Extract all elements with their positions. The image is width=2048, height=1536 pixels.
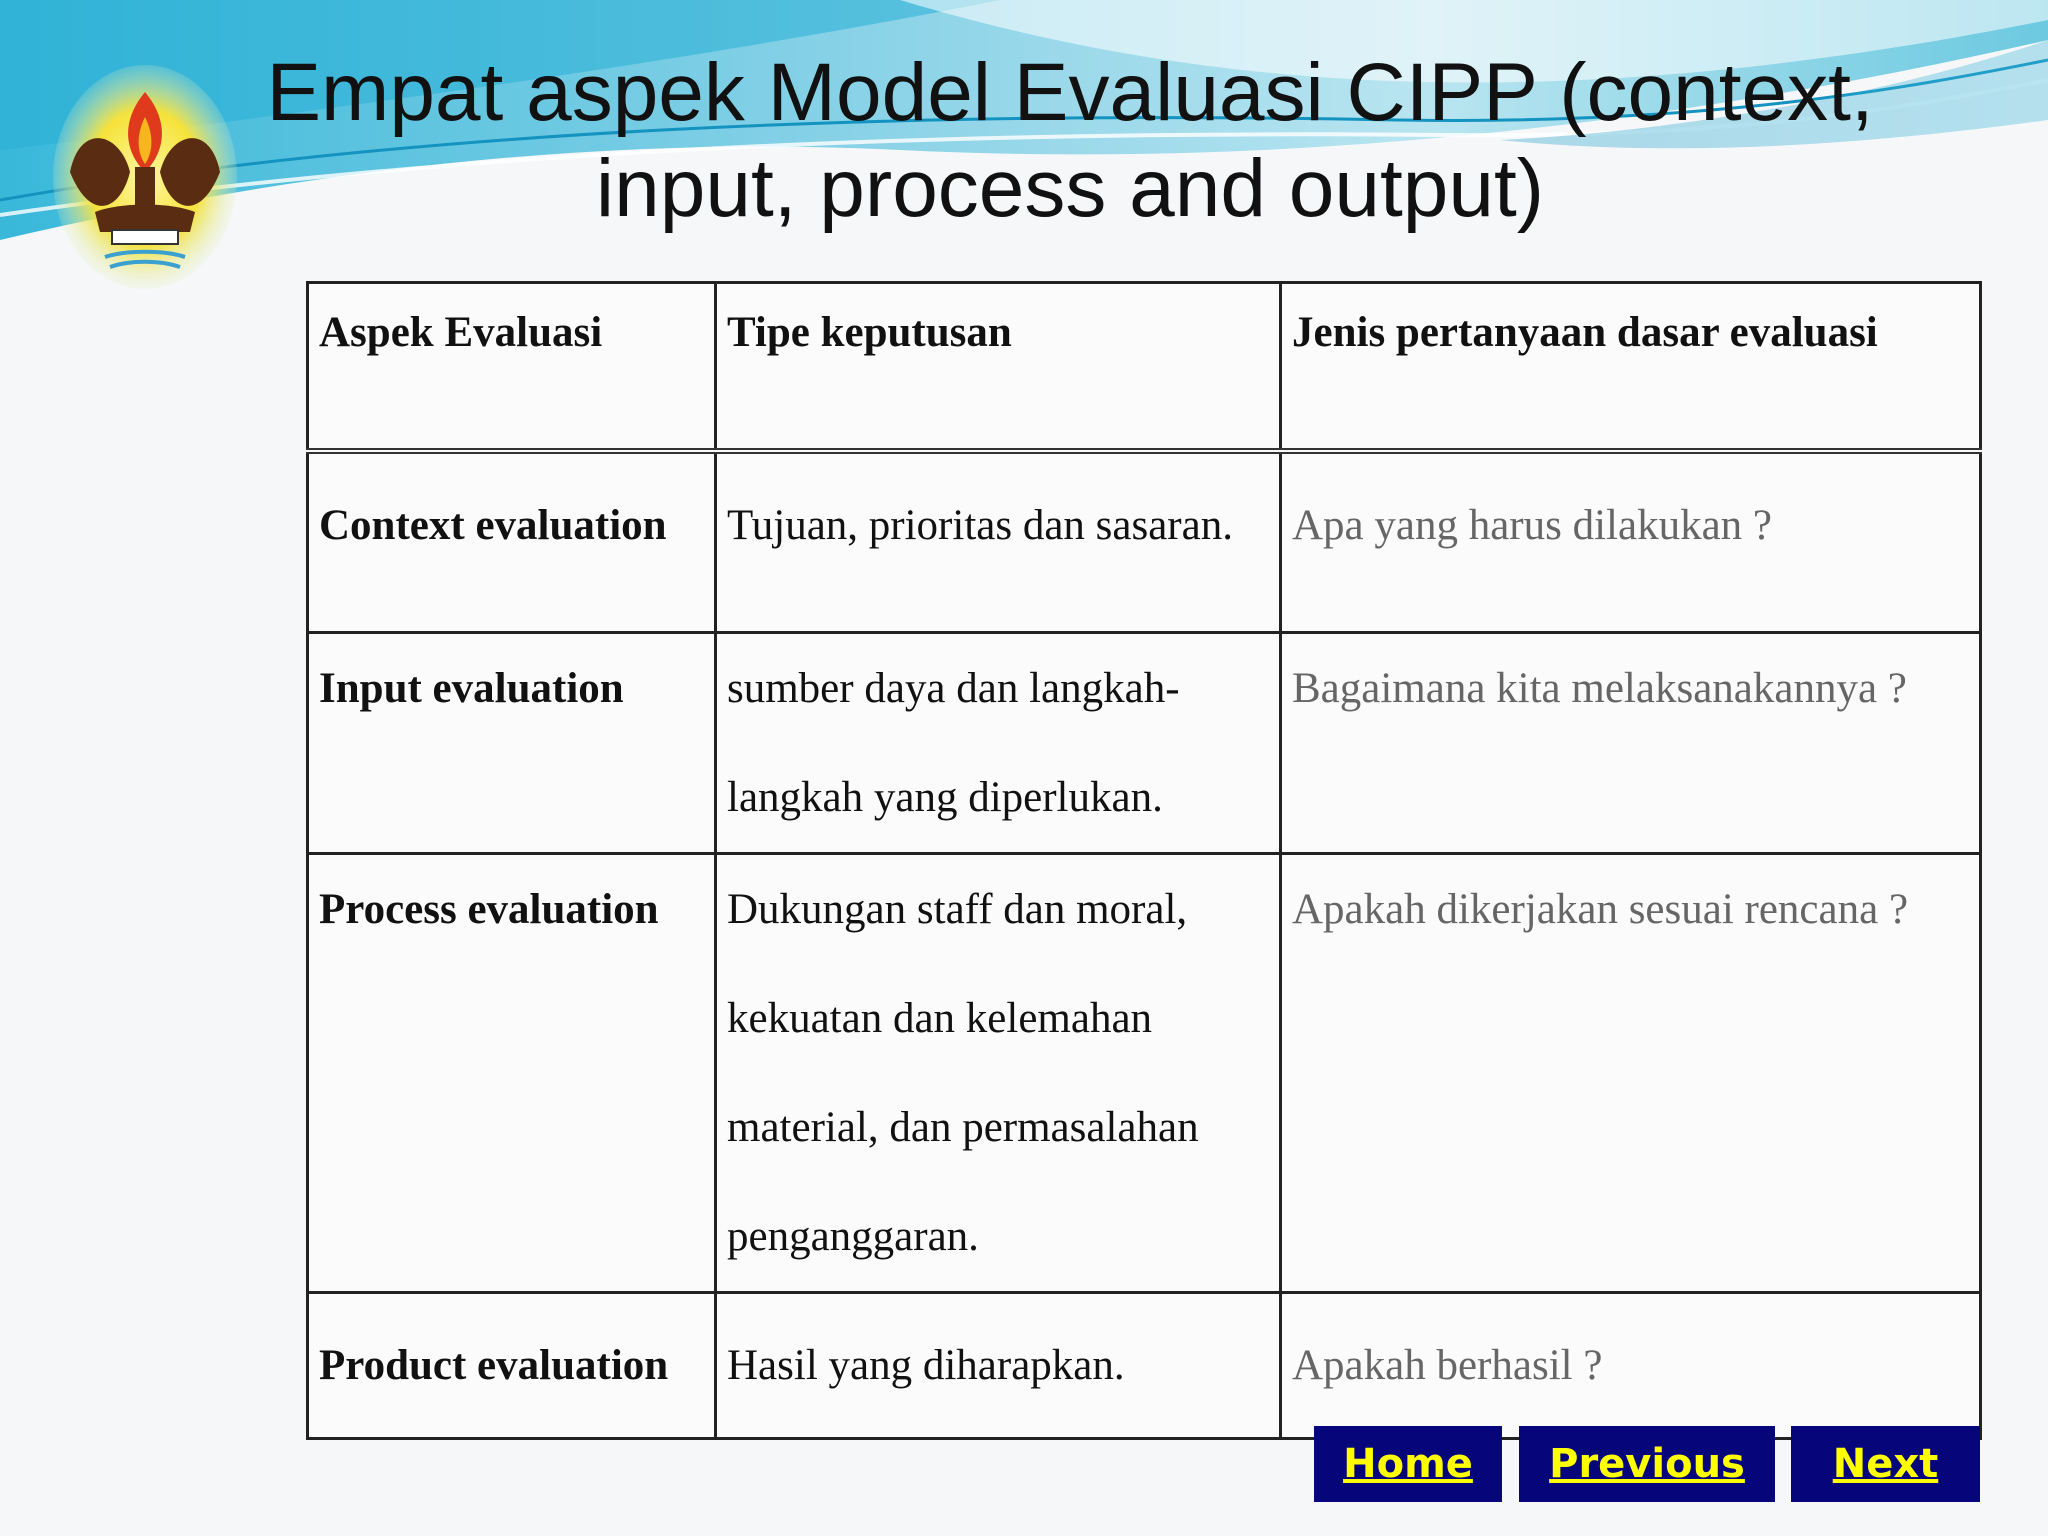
question-cell: Apakah dikerjakan sesuai rencana ? bbox=[1281, 854, 1981, 1293]
previous-button[interactable]: Previous bbox=[1519, 1426, 1775, 1502]
title-line-1: Empat aspek Model Evaluasi CIPP (context, bbox=[266, 47, 1874, 138]
table-row bbox=[308, 633, 1981, 854]
header-type: Tipe keputusan bbox=[716, 283, 1281, 452]
type-cell bbox=[716, 1293, 1281, 1439]
type-cell bbox=[716, 633, 1281, 854]
type-line: Dukungan staff dan moral, bbox=[727, 886, 1188, 933]
home-button[interactable]: Home bbox=[1314, 1426, 1502, 1502]
cipp-table bbox=[306, 281, 1982, 1440]
title-line-2: input, process and output) bbox=[595, 143, 1545, 234]
table-row bbox=[308, 854, 1981, 1293]
question-cell: Apakah berhasil ? bbox=[1281, 1293, 1981, 1439]
aspect-cell: Product evaluation bbox=[308, 1293, 716, 1439]
type-line: sumber daya dan langkah- bbox=[727, 665, 1180, 712]
table-header-row bbox=[308, 283, 1981, 452]
university-logo-icon bbox=[50, 62, 240, 292]
type-line: Tujuan, prioritas dan sasaran. bbox=[727, 502, 1233, 549]
question-cell: Apa yang harus dilakukan ? bbox=[1281, 451, 1981, 633]
aspect-cell: Input evaluation bbox=[308, 633, 716, 854]
type-line: Hasil yang diharapkan. bbox=[727, 1342, 1125, 1389]
next-button[interactable]: Next bbox=[1791, 1426, 1980, 1502]
header-question: Jenis pertanyaan dasar evaluasi bbox=[1281, 283, 1981, 452]
type-line: kekuatan dan kelemahan bbox=[727, 995, 1153, 1042]
type-cell bbox=[716, 451, 1281, 633]
type-cell bbox=[716, 854, 1281, 1293]
question-cell: Bagaimana kita melaksanakannya ? bbox=[1281, 633, 1981, 854]
type-line: penganggaran. bbox=[727, 1213, 979, 1260]
type-line: langkah yang diperlukan. bbox=[727, 774, 1163, 821]
header-aspect: Aspek Evaluasi bbox=[308, 283, 716, 452]
type-line: material, dan permasalahan bbox=[727, 1104, 1199, 1151]
aspect-cell: Process evaluation bbox=[308, 854, 716, 1293]
table-row bbox=[308, 1293, 1981, 1439]
page-title bbox=[230, 45, 1910, 237]
table-row bbox=[308, 451, 1981, 633]
aspect-cell: Context evaluation bbox=[308, 451, 716, 633]
